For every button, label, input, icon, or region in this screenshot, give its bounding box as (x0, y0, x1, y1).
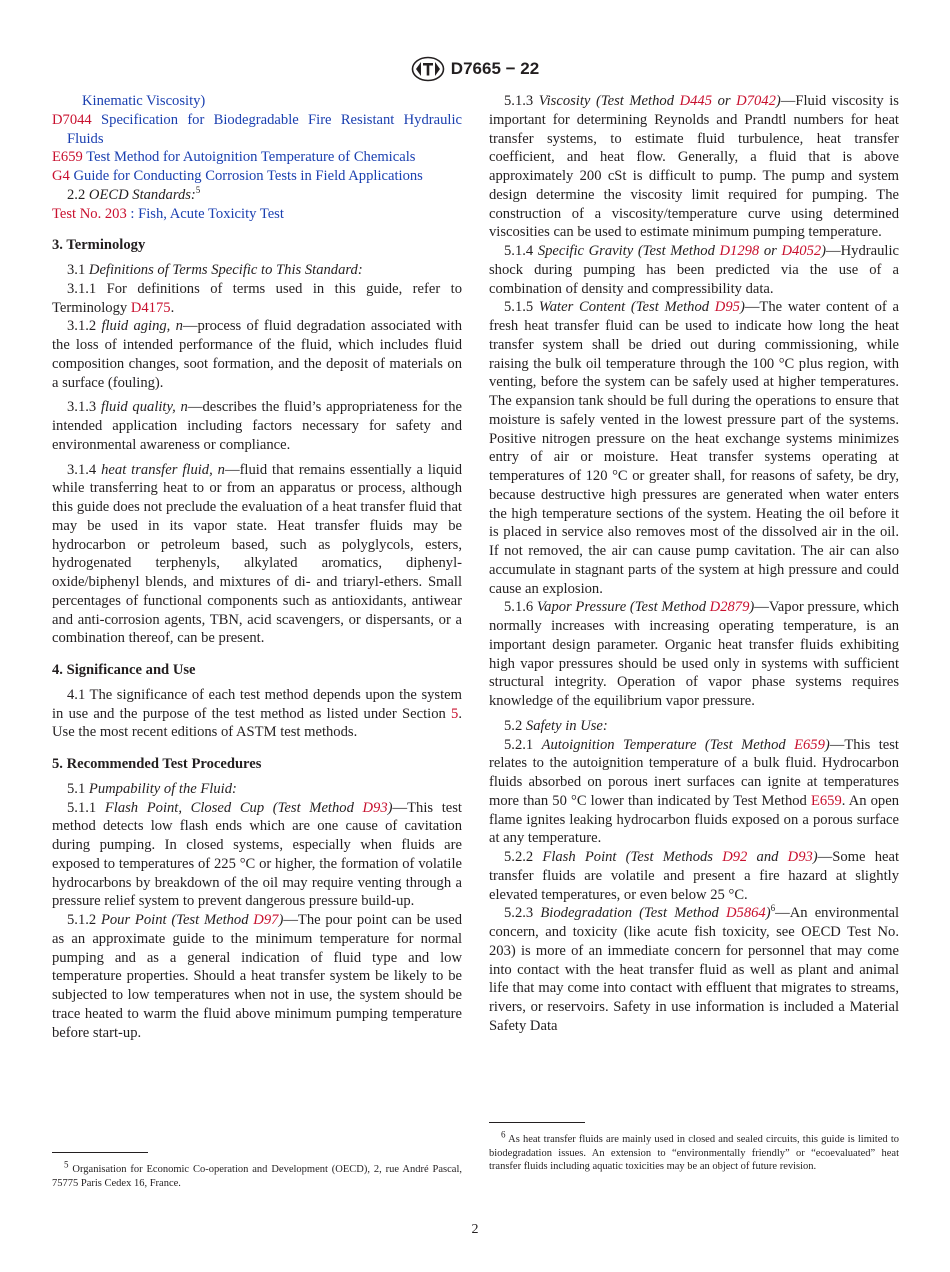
footnote-6: $^6$ As heat transfer fluids are mainly used in closed and sealed circuits, this guide is limited to biodegradation issues. An extension to “environmentally friendly” or “ecoevaluated” heat transfer fluids including aquatic toxicities may be an object of future revision. (489, 1129, 899, 1173)
link-d93[interactable]: D93 (362, 799, 388, 816)
section-5-1-3: 5.1.3 Viscosity (Test Method D445 or D7042)—Fluid viscosity is important for determining Reynolds and Prandtl numbers for heat transfer systems, to estimate fluid turbulence, heat transfer coefficient, and heat flow. Generally, a fluid that is above approximately 200 cSt is difficult to pump. The pump and system design determine the viscosity limit required for pumping. The construction of a viscosity/temperature curve using determined viscosities can be used to estimate minimum pumping temperature. (489, 93, 899, 241)
reference-e659[interactable]: E659 Test Method for Autoignition Temperature of Chemicals (52, 149, 416, 166)
link-d93-2[interactable]: D93 (787, 849, 813, 865)
document-designation: D7665 − 22 (450, 59, 540, 78)
heading-terminology: 3. Terminology (52, 237, 146, 254)
link-d92[interactable]: D92 (722, 849, 748, 865)
section-5-1: 5.1 Pumpability of the Fluid: (67, 780, 237, 797)
footnote-rule-left (52, 1152, 148, 1153)
link-d445[interactable]: D445 (679, 93, 713, 109)
section-5-2-2: 5.2.2 Flash Point (Test Methods D92 and D93)—Some heat transfer fluids are volatile and present a fire hazard at slightly elevated temperatures, or even below 25 °C. (489, 849, 900, 903)
link-d4175[interactable]: D4175 (130, 299, 171, 316)
footnote-rule-right (489, 1122, 585, 1123)
link-d4052[interactable]: D4052 (781, 243, 822, 259)
section-5-1-6: 5.1.6 Vapor Pressure (Test Method D2879)—Vapor pressure, which normally increases with increasing operating temperature, is an important design parameter. Organic heat transfer fluids exhibiting high vapor pressures should be used only in systems with sufficient structural integrity. Operation of vapor phase systems requires knowledge of the equilibrium vapor pressure. (489, 599, 900, 709)
link-section-5[interactable]: 5 (451, 705, 459, 722)
link-d7042[interactable]: D7042 (736, 93, 776, 109)
page-number: 2 (471, 1222, 479, 1237)
section-5-1-1: 5.1.1 Flash Point, Closed Cup (Test Method D93)—This test method detects low flash ends which are one cause of cavitation during pumping. In closed systems, especially when fluids are exposed to temperatures of 225 °C or higher, the formation of volatile hydrocarbons by breakdown of the oil may require venting through a pressure relief system to prevent dangerous pressure build-up. (52, 799, 462, 910)
left-column (52, 92, 462, 1042)
link-d1298[interactable]: D1298 (719, 243, 760, 259)
reference-g4[interactable]: G4 Guide for Conducting Corrosion Tests in Field Applications (52, 168, 423, 184)
footnote-5: $^5$ Organisation for Economic Co-operation and Development (OECD), 2, rue André Pascal, 75775 Paris Cedex 16, France. (52, 1159, 462, 1189)
reference-continuation[interactable]: Kinematic Viscosity) (82, 93, 206, 109)
heading-significance: 4. Significance and Use (52, 662, 196, 678)
right-column (489, 92, 899, 1036)
section-3-1-3: 3.1.3 fluid quality, n—describes the fluid’s appropriateness for the intended application including factors necessary for safety and environmental awareness or compliance. (52, 399, 463, 453)
section-5-2: 5.2 Safety in Use: (504, 717, 608, 734)
section-5-1-4: 5.1.4 Specific Gravity (Test Method D1298 or D4052)—Hydraulic shock during pumping has been predicted via the use of a combination of density and compressibility data. (489, 243, 899, 297)
section-5-2-1: 5.2.1 Autoignition Temperature (Test Method E659)—This test relates to the autoignition temperature of a bulk fluid. Hydrocarbon fluids absorbed on porous inert surfaces can ignite at temperatures more than 50 °C lower than indicated by Test Method E659. An open flame ignites leaking hydrocarbon fluids exposed on a porous surface at any temperature. (489, 736, 899, 847)
link-d97[interactable]: D97 (253, 912, 279, 928)
link-d2879[interactable]: D2879 (709, 599, 750, 616)
heading-test-procedures: 5. Recommended Test Procedures (52, 756, 262, 772)
astm-logo-icon (411, 56, 445, 82)
reference-d7044[interactable]: D7044 Specification for Biodegradable Fire Resistant Hydraulic Fluids (52, 111, 462, 147)
reference-oecd-203[interactable]: Test No. 203 : Fish, Acute Toxicity Test (52, 205, 284, 222)
section-5-2-3: 5.2.3 Biodegradation (Test Method D5864)$^6$—An environmental concern, and toxicity (like acute fish toxicity, see OECD Test No. 203) is more of an immediate concern for personnel that may come into contact with the heat transfer fluid as well as plant and animal life that may come into contact with effluent that migrates to streams, rivers, or reservoirs. Safety in use information is included a Material Safety Data (489, 903, 900, 1034)
section-4-1: 4.1 The significance of each test method depends upon the system in use and the purpose of the test method as listed under Section 5. Use the most recent editions of ASTM test methods. (52, 686, 462, 741)
link-d5864[interactable]: D5864 (725, 905, 766, 922)
section-5-1-5: 5.1.5 Water Content (Test Method D95)—The water content of a fresh heat transfer fluid can be used to indicate how long the heat transfer system shall be dried out during commissioning, while raising the bulk oil temperature through the 100 °C plus region, with venting, before the system can be safely used at higher temperatures. The expansion tank should be full during the operations to ensure that moisture is safely vented in the lowest pressure part of the systems. Positive nitrogen pressure on the heat exchange systems minimizes entry of air or moisture. Heat transfer systems operating at temperatures of 120 °C or greater shall, for reasons of safety, be dry, because destructive high pressures are generated when water enters the high temperature sections of the system. Heating the oil before it is placed in service also removes most of the dissolved air in the oil. If not removed, the air can cause pump cavitation. The air can also accumulate in stagnant parts of the system at high pressure and could cause an explosion. (489, 299, 899, 597)
section-2-2: 2.2 OECD Standards:$^5$ (67, 184, 201, 203)
section-3-1-1: 3.1.1 For definitions of terms used in this guide, refer to Terminology D4175. (52, 280, 462, 316)
page-header (0, 56, 950, 87)
section-3-1: 3.1 Definitions of Terms Specific to This Standard: (67, 262, 363, 278)
section-3-1-2: 3.1.2 fluid aging, n—process of fluid degradation associated with the loss of intended performance of the fluid, which includes fluid composition changes, soot formation, and the deposit of materials on a surface (fouling). (52, 318, 462, 391)
link-e659[interactable]: E659 (794, 736, 825, 753)
section-5-1-2: 5.1.2 Pour Point (Test Method D97)—The pour point can be used as an approximate guide to the minimum temperature for normal pumping and as a general indication of fluid type and low temperature properties. Should a heat transfer system be likely to be subjected to low temperatures when not in use, the system should be trace heated to warm the fluid above minimum pumping temperature before start-up. (52, 912, 462, 1041)
footnote-ref-6: 6 (770, 903, 776, 914)
link-e659-inline[interactable]: E659 (810, 792, 842, 809)
footnote-ref-5: 5 (195, 184, 201, 195)
link-d95[interactable]: D95 (714, 299, 740, 316)
section-3-1-4: 3.1.4 heat transfer fluid, n—fluid that remains essentially a liquid while transferring heat to or from an apparatus or process, although this guide does not preclude the evaluation of a heat transfer fluid that may be used in its vapor state. Heat transfer fluids may be hydrocarbon or petroleum based, such as polyglycols, esters, hydrogenated terphenyls, alkylated aromatics, diphenyl-oxide/biphenyl blends, and mixtures of di- and triaryl-ethers. Small percentages of functional components such as antioxidants, antiwear and anti-corrosion agents, TBN, acid scavengers, or dispersants, or a combination thereof, can be present. (52, 461, 462, 647)
